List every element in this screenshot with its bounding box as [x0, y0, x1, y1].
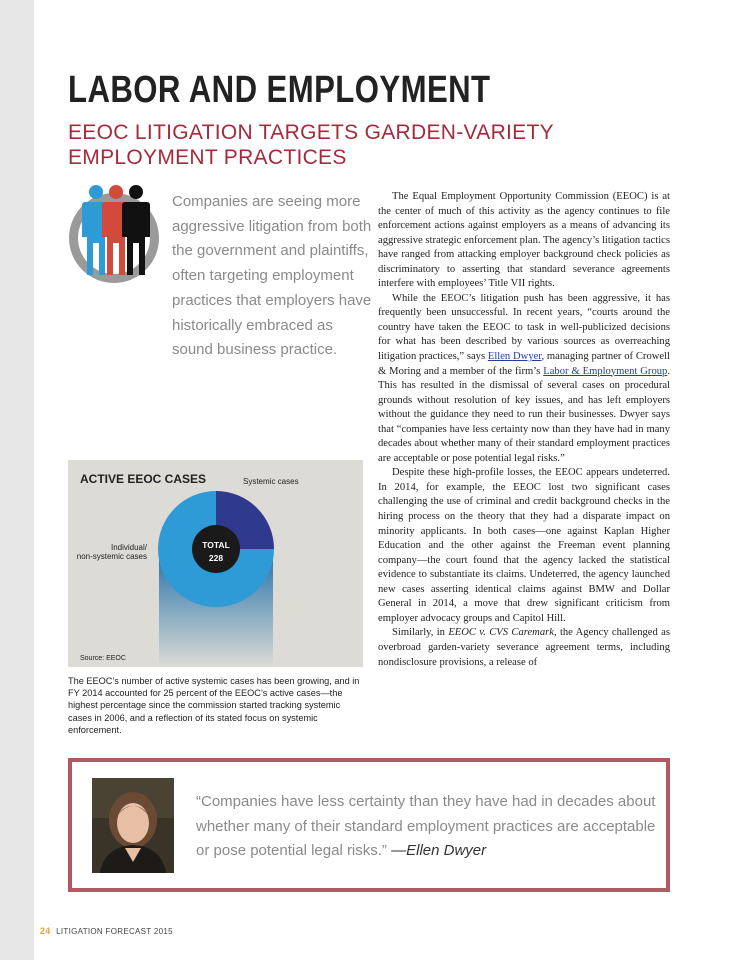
paragraph-1: The Equal Employment Opportunity Commission (EEOC) is at the center of much of this activity as the agency continues to file enforcement actions against employers as a means of advancing its aggressive strategic enforcement plan. The agency’s litigation tactics have ranged from attacking employer background check policies as discriminatory to asserting that standard severance agreements interfere with employees’ Title VII rights.	[378, 191, 670, 290]
publication-name: LITIGATION FORECAST 2015	[56, 927, 173, 936]
paragraph-2-part-a: While the EEOC’s litigation push has been aggressive, it has frequently been unsuccessful. In recent years, “courts around the country have taken the EEOC to task in well-publicized decisions for what has been described by various sources as overreaching litigation practices,” says	[378, 292, 670, 363]
paragraph-2	[378, 292, 670, 467]
intro-text: Companies are seeing more aggressive litigation from both the government and plaintiffs, often targeting employment practices that employers have historically embraced as sound business practice.	[172, 193, 372, 359]
quote-author: —Ellen Dwyer	[391, 842, 487, 859]
article-body	[378, 190, 670, 738]
center-label-value: 228	[208, 553, 224, 563]
case-name: EEOC v. CVS Caremark	[448, 627, 554, 639]
article-headline: EEOC LITIGATION TARGETS GARDEN-VARIETY EMPLOYMENT PRACTICES	[68, 121, 554, 169]
labor-employment-group-link[interactable]: Labor & Employment Group	[543, 365, 668, 377]
legend-individual-line1: Individual/	[110, 543, 147, 552]
people-group-icon	[66, 182, 162, 286]
paragraph-2-part-c: . This has resulted in the dismissal of several cases on procedural grounds without resolution of key issues, and has left employers without the guidance they need to run their businesses. Dwyer says that “companies have less certainty now than they have had in many decades about whether many of their standard employment practices are acceptable or pose potential legal risks.”	[378, 365, 670, 464]
paragraph-3: Despite these high-profile losses, the EEOC appears undeterred. In 2014, for example, the EEOC lost two significant cases challenging the use of criminal and credit background checks in the hiring process on the theory that they had a disparate impact on minority applicants. In both cases—one against Kaplan Higher Education and the other against the Freeman event planning company—the court found that the agency lacked the statistical evidence to substantiate its claims. Undeterred, the agency launched new cases asserting identical claims against BMW and Dollar General in 2014, a move that drew significant criticism from employer advocacy groups and Capitol Hill.	[378, 467, 670, 624]
quote-text	[196, 790, 656, 864]
legend-systemic: Systemic cases	[243, 477, 299, 486]
chart-title: ACTIVE EEOC CASES	[80, 472, 207, 486]
pull-quote-box	[68, 758, 670, 892]
legend-individual-line2: non-systemic cases	[76, 552, 147, 561]
ellen-dwyer-portrait	[92, 778, 174, 873]
page-number: 24	[40, 926, 51, 936]
ellen-dwyer-link[interactable]: Ellen Dwyer	[487, 351, 542, 363]
section-title: LABOR AND EMPLOYMENT	[68, 69, 491, 111]
chart-caption: The EEOC’s number of active systemic cases has been growing, and in FY 2014 accounted for 25 percent of the EEOC’s active cases—the highest percentage since the commission started tracking systemic cases in 2006, and a reflection of its stated focus on systemic enforcement.	[68, 676, 360, 735]
paragraph-4-part-b: , the Agency challenged as overbroad garden-variety severance agreement terms, including nondisclosure provisions, a release of	[378, 627, 670, 668]
paragraph-4-part-a: Similarly, in	[392, 627, 449, 639]
center-label-total: TOTAL	[202, 540, 230, 550]
left-margin-bar	[0, 0, 34, 960]
chart-canvas	[68, 460, 363, 667]
active-cases-chart	[68, 460, 363, 667]
paragraph-2-part-b: , managing partner of Crowell & Moring and a member of the firm’s	[378, 351, 670, 377]
paragraph-4	[378, 626, 670, 670]
chart-source: Source: EEOC	[80, 655, 126, 662]
quote-body: “Companies have less certainty than they have had in decades about whether many of their standard employment practices are acceptable or pose potential legal risks.”	[196, 793, 656, 859]
page-footer	[40, 926, 173, 936]
